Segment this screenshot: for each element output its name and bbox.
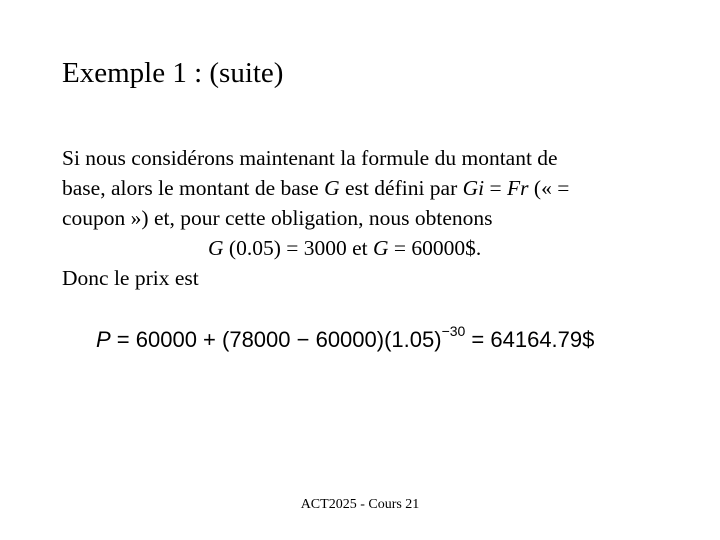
body-line-2-text-a: base, alors le montant de base — [62, 176, 325, 200]
body-line-1: Si nous considérons maintenant la formule du montant de — [62, 146, 558, 170]
price-formula — [96, 325, 594, 355]
body-line-4-text-b: = 60000$. — [388, 236, 482, 260]
variable-g-2: G — [373, 236, 389, 260]
formula-exponent: −30 — [441, 323, 466, 339]
slide-body — [62, 143, 662, 293]
body-line-2-text-d: (« = — [528, 176, 570, 200]
slide-footer: ACT2025 - Cours 21 — [300, 497, 420, 512]
variable-g-1: G — [208, 236, 224, 260]
body-line-2-text-c: = — [484, 176, 508, 200]
body-line-4 — [62, 233, 662, 263]
body-line-4-text-a: (0.05) = 3000 et — [223, 236, 373, 260]
variable-fr: Fr — [507, 176, 529, 200]
formula-part-1: = 60000 + (78000 − 60000)(1.05) — [110, 327, 442, 352]
body-line-5: Donc le prix est — [62, 266, 199, 290]
body-line-3: coupon ») et, pour cette obligation, nous obtenons — [62, 206, 493, 230]
variable-g: G — [324, 176, 340, 200]
variable-gi: Gi — [462, 176, 485, 200]
formula-part-2: = 64164.79$ — [465, 327, 595, 352]
body-line-2-text-b: est défini par — [339, 176, 463, 200]
body-line-2 — [62, 173, 662, 203]
formula-variable-p: P — [96, 327, 111, 352]
slide-title: Exemple 1 : (suite) — [62, 57, 284, 89]
